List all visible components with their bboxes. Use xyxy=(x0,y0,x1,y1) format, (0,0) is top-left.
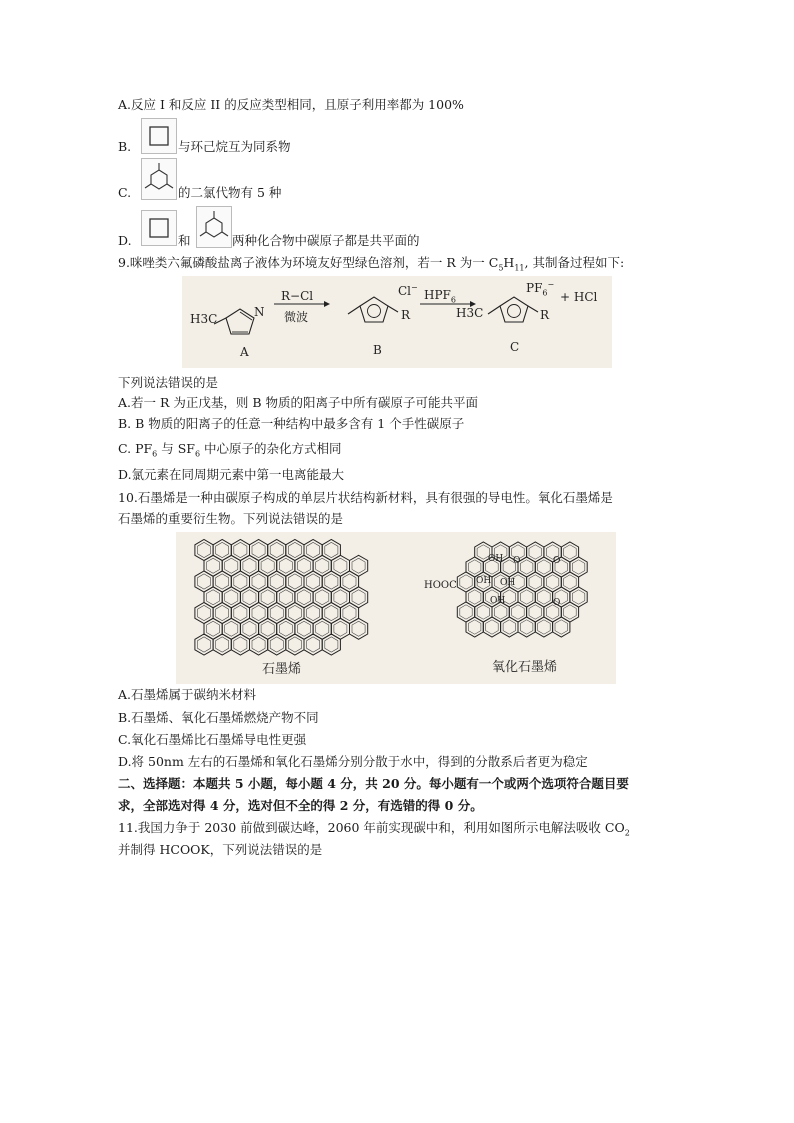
hexagon-inner-bond xyxy=(216,542,229,557)
hexagon-inner-bond xyxy=(270,542,283,557)
q11-stem-1: 11.我国力争于 2030 前做到碳达峰，2060 年前实现碳中和，利用如图所示电解法吸收 $CO_2$ xyxy=(118,820,630,838)
scheme-label-a: A xyxy=(240,345,249,359)
hexagon-inner-bond xyxy=(261,558,274,573)
hexagon-inner-bond xyxy=(207,590,220,605)
q10-option-d: D.将 50nm 左右的石墨烯和氧化石墨烯分别分散于水中，得到的分散系后者更为稳定 xyxy=(118,754,588,769)
scheme-pf6: $PF_6^-$ xyxy=(526,280,555,298)
q11-stem-2: 并制得 HCOOK，下列说法错误的是 xyxy=(118,842,323,857)
cooh-label: HOOC xyxy=(424,580,457,591)
hexagon-inner-bond xyxy=(564,605,577,619)
hexagon-inner-bond xyxy=(234,574,247,589)
hexagon-inner-bond xyxy=(307,605,320,620)
hexagon-inner-bond xyxy=(564,545,577,559)
hexagon-inner-bond xyxy=(234,637,247,652)
scheme-cl: Cl− xyxy=(398,283,418,298)
hexagon-inner-bond xyxy=(334,558,347,573)
hexagon-inner-bond xyxy=(572,590,585,604)
cyclobutane-structure-image xyxy=(141,118,177,154)
hexagon-inner-bond xyxy=(572,560,585,574)
q10-option-c: C.氧化石墨烯比石墨烯导电性更强 xyxy=(118,732,307,747)
q8-option-d-and: 和 xyxy=(178,233,191,248)
hexagon-inner-bond xyxy=(546,575,558,589)
hexagon-inner-bond xyxy=(520,590,533,604)
section2-instructions-1: 二、选择题：本题共 5 小题，每小题 4 分，共 20 分。每小题有一个或两个选项符合题目要 xyxy=(118,776,629,791)
oh-label-3: OH xyxy=(500,578,516,588)
o-label-2: O xyxy=(553,556,561,566)
q8-option-d-text: 两种化合物中碳原子都是共平面的 xyxy=(232,233,420,248)
oh-label-4: OH xyxy=(490,596,506,606)
graphene-label: 石墨烯 xyxy=(262,662,302,677)
hexagon-inner-bond xyxy=(270,637,283,652)
q9-question: 下列说法错误的是 xyxy=(118,375,219,390)
hexagon-inner-bond xyxy=(279,621,292,636)
q10-option-b: B.石墨烯、氧化石墨烯燃烧产物不同 xyxy=(118,710,319,725)
hexagon-inner-bond xyxy=(252,542,265,557)
hexagon-inner-bond xyxy=(252,605,265,620)
hexagon-inner-bond xyxy=(207,621,220,636)
hexagon-inner-bond xyxy=(555,620,568,634)
scheme-reagent-2: $HPF_6$ xyxy=(424,288,456,305)
hexagon-inner-bond xyxy=(298,558,311,573)
o-label-3: O xyxy=(553,598,561,608)
hexagon-inner-bond xyxy=(520,620,533,634)
q8-option-a: A.反应 I 和反应 II 的反应类型相同，且原子利用率都为 100% xyxy=(118,97,464,112)
scheme-label-b: B xyxy=(373,343,382,357)
hexagon-inner-bond xyxy=(298,590,311,605)
cyclobutane-structure-image-2 xyxy=(141,210,177,246)
scheme-n-a: N xyxy=(254,305,265,319)
q9-option-a: A.若一 R 为正戊基，则 B 物质的阳离子中所有碳原子可能共平面 xyxy=(118,395,478,410)
hexagon-inner-bond xyxy=(243,621,256,636)
hexagon-inner-bond xyxy=(298,621,311,636)
o-label-1: O xyxy=(513,556,521,566)
hexagon-inner-bond xyxy=(234,605,247,620)
hexagon-inner-bond xyxy=(225,558,238,573)
hexagon-inner-bond xyxy=(198,574,211,589)
hexagon-inner-bond xyxy=(316,621,329,636)
q9-option-c: C. $PF_6$ 与 $SF_6$ 中心原子的杂化方式相同 xyxy=(118,441,342,459)
q8-option-c-text: 的二氯代物有 5 种 xyxy=(178,185,282,200)
hexagon-inner-bond xyxy=(352,621,365,636)
hexagon-inner-bond xyxy=(316,558,329,573)
graphene-oxide-label: 氧化石墨烯 xyxy=(492,660,558,675)
hexagon-inner-bond xyxy=(352,558,365,573)
hexagon-inner-bond xyxy=(343,574,356,589)
hexagon-inner-bond xyxy=(334,590,347,605)
hexagon-inner-bond xyxy=(325,605,338,620)
hexagon-inner-bond xyxy=(564,575,577,589)
oh-label-2: OH xyxy=(476,576,492,586)
hexagon-inner-bond xyxy=(460,575,472,589)
hexagon-inner-bond xyxy=(325,542,338,557)
hexagon-inner-bond xyxy=(288,574,301,589)
hexagon-inner-bond xyxy=(477,605,490,619)
q10-stem-1: 10.石墨烯是一种由碳原子构成的单层片状结构新材料，具有很强的导电性。氧化石墨烯是 xyxy=(118,490,613,505)
oh-label-1: OH xyxy=(488,554,504,564)
hexagon-inner-bond xyxy=(198,542,211,557)
hexagon-inner-bond xyxy=(225,590,238,605)
hexagon-inner-bond xyxy=(252,637,265,652)
hexagon-inner-bond xyxy=(225,621,238,636)
q8-option-b-text: 与环己烷互为同系物 xyxy=(178,139,291,154)
q8-option-c-prefix: C. xyxy=(118,185,132,200)
hexagon-inner-bond xyxy=(252,574,265,589)
hexagon-inner-bond xyxy=(207,558,220,573)
hexagon-inner-bond xyxy=(261,590,274,605)
hexagon-inner-bond xyxy=(243,558,256,573)
scheme-r-b: R xyxy=(401,308,411,322)
hexagon-inner-bond xyxy=(307,542,320,557)
trimethylbenzene-structure-image xyxy=(141,158,177,200)
q10-option-a: A.石墨烯属于碳纳米材料 xyxy=(118,687,257,702)
hexagon-inner-bond xyxy=(288,637,301,652)
hexagon-inner-bond xyxy=(352,590,365,605)
trimethylbenzene-structure-image-2 xyxy=(196,206,232,248)
hexagon-inner-bond xyxy=(503,620,515,634)
hexagon-inner-bond xyxy=(343,605,356,620)
hexagon-inner-bond xyxy=(538,590,551,604)
hexagon-inner-bond xyxy=(468,560,481,574)
hexagon-inner-bond xyxy=(468,590,481,604)
hexagon-inner-bond xyxy=(307,574,320,589)
hexagon-inner-bond xyxy=(243,590,256,605)
hexagon-inner-bond xyxy=(307,637,320,652)
hexagon-inner-bond xyxy=(316,590,329,605)
hexagon-inner-bond xyxy=(288,542,301,557)
hexagon-inner-bond xyxy=(334,621,347,636)
hexagon-inner-bond xyxy=(270,605,283,620)
scheme-h3c-a: H3C xyxy=(190,312,218,326)
q8-option-b-prefix: B. xyxy=(118,139,132,154)
scheme-h3c-c: H3C xyxy=(456,306,484,320)
hexagon-inner-bond xyxy=(216,637,229,652)
hexagon-inner-bond xyxy=(512,605,525,619)
hexagon-inner-bond xyxy=(325,637,338,652)
scheme-reagent-1: R−Cl xyxy=(281,289,314,303)
q9-option-d: D.氯元素在同周期元素中第一电离能最大 xyxy=(118,467,345,482)
hexagon-inner-bond xyxy=(529,545,542,559)
hexagon-inner-bond xyxy=(520,560,533,574)
hexagon-inner-bond xyxy=(538,560,551,574)
hexagon-inner-bond xyxy=(538,620,551,634)
scheme-r-c: R xyxy=(540,308,550,322)
hexagon-inner-bond xyxy=(529,575,542,589)
q8-option-d-prefix: D. xyxy=(118,233,132,248)
hexagon-inner-bond xyxy=(216,605,229,620)
hexagon-inner-bond xyxy=(234,542,247,557)
scheme-hcl: + HCl xyxy=(560,290,598,304)
hexagon-inner-bond xyxy=(279,590,292,605)
hexagon-inner-bond xyxy=(529,605,542,619)
hexagon-inner-bond xyxy=(486,620,499,634)
q9-stem: 9.咪唑类六氟磷酸盐离子液体为环境友好型绿色溶剂，若一 R 为一 $C_5H_{11}$, 其制备过程如下: xyxy=(118,255,625,273)
q9-option-b: B. B 物质的阳离子的任意一种结构中最多含有 1 个手性碳原子 xyxy=(118,416,465,431)
scheme-condition-1: 微波 xyxy=(284,310,309,324)
hexagon-inner-bond xyxy=(279,558,292,573)
hexagon-inner-bond xyxy=(198,637,211,652)
hexagon-inner-bond xyxy=(494,605,507,619)
q10-stem-2: 石墨烯的重要衍生物。下列说法错误的是 xyxy=(118,511,344,526)
hexagon-inner-bond xyxy=(270,574,283,589)
hexagon-inner-bond xyxy=(198,605,211,620)
hexagon-inner-bond xyxy=(460,605,472,619)
hexagon-inner-bond xyxy=(216,574,229,589)
scheme-label-c: C xyxy=(510,340,520,354)
hexagon-inner-bond xyxy=(468,620,481,634)
hexagon-inner-bond xyxy=(325,574,338,589)
section2-instructions-2: 求，全部选对得 4 分，选对但不全的得 2 分，有选错的得 0 分。 xyxy=(118,798,483,813)
hexagon-inner-bond xyxy=(261,621,274,636)
hexagon-inner-bond xyxy=(288,605,301,620)
